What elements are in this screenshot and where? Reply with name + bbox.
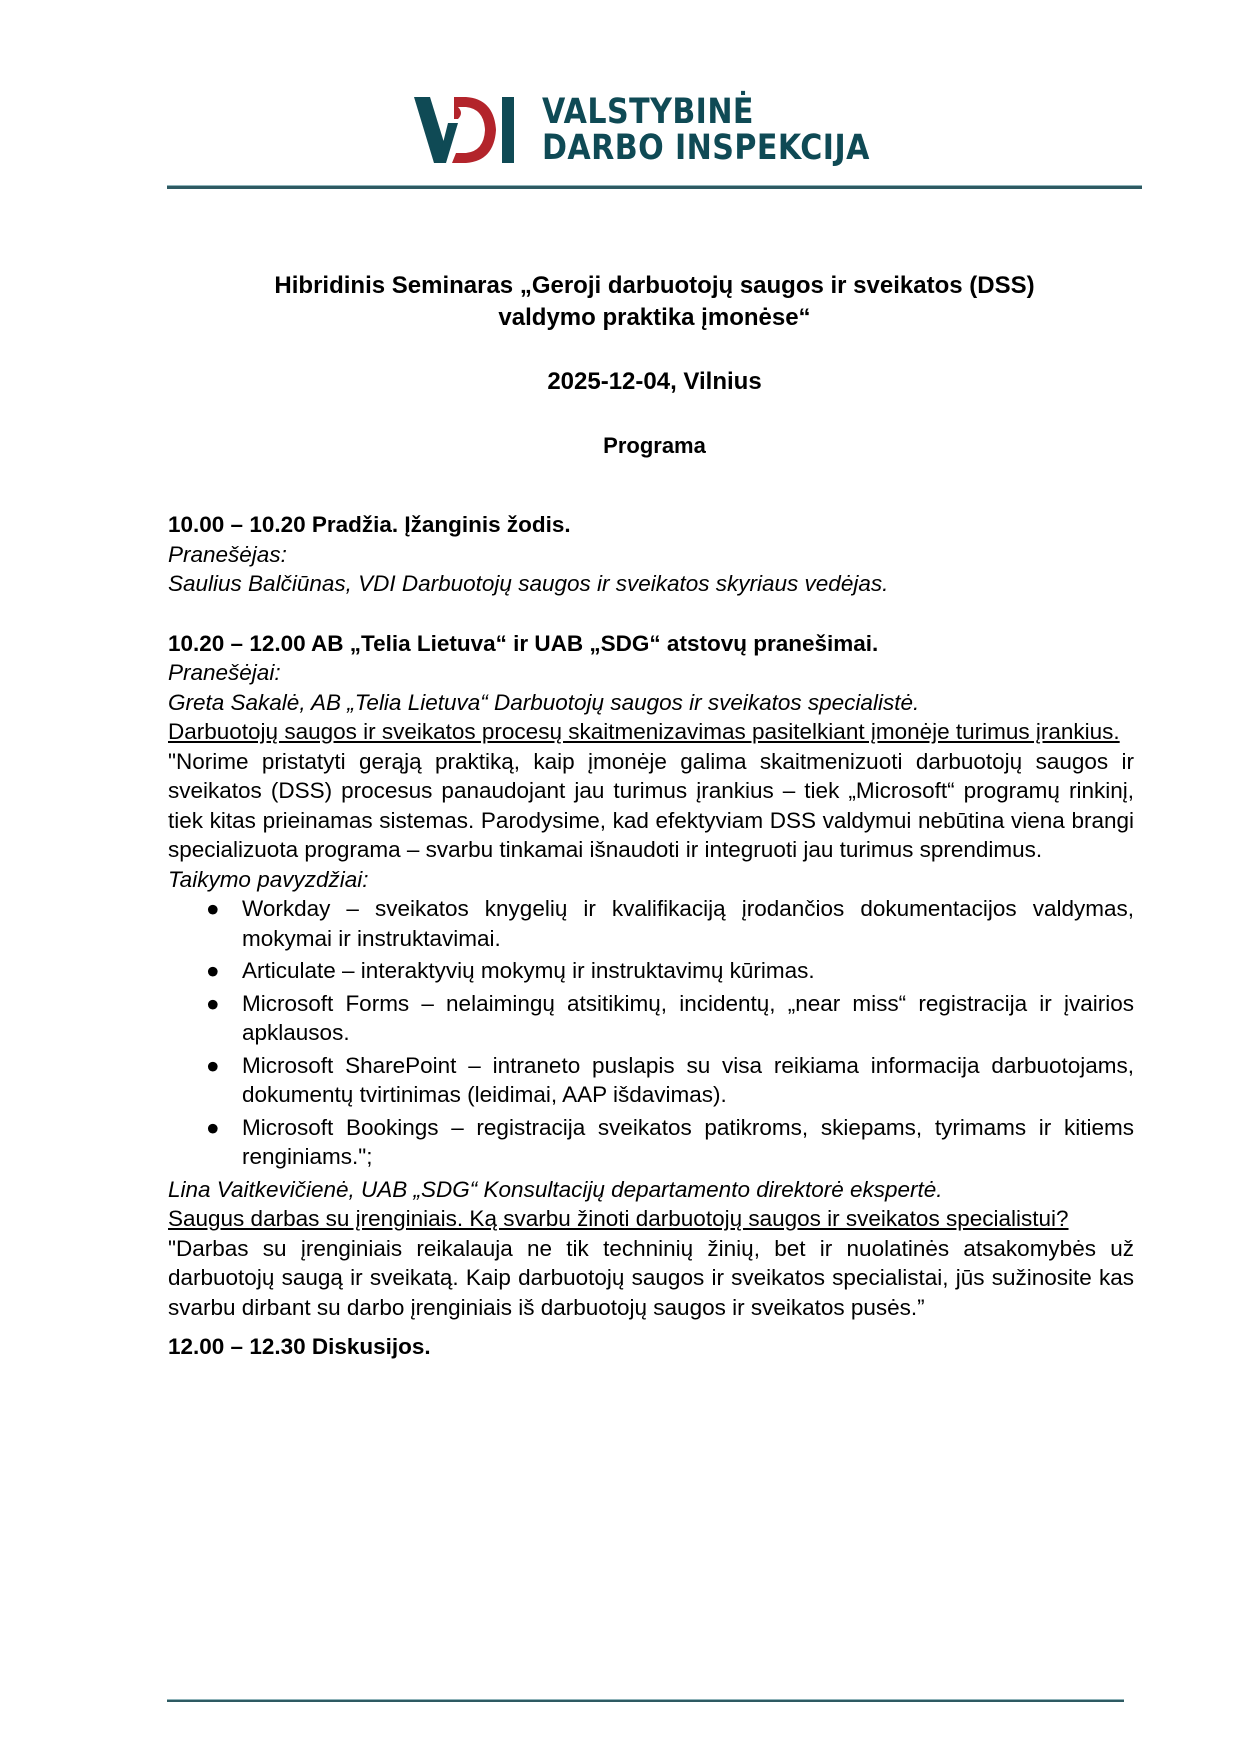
title-line-2: valdymo praktika įmonėse“ — [498, 304, 811, 331]
list-item: ● Workday – sveikatos knygelių ir kvalifikaciją įrodančios dokumentacijos valdymas, mokymai ir instruktavimai. — [206, 896, 1134, 951]
talk-2-topic: Saugus darbas su įrenginiais. Ką svarbu žinoti darbuotojų saugos ir sveikatos specialistui? — [168, 1206, 1069, 1231]
bullet-icon: ● — [206, 1114, 220, 1140]
talk-2-abstract: "Darbas su įrenginiais reikalauja ne tik techninių žinių, bet ir nuolatinės atsakomybės už darbuotojų saugą ir sveikatą. Kaip darbuotojų saugos ir sveikatos specialistai, jūs sužinosite kas svarbu dirbant su darbo įrenginiais iš darbuotojų saugos ir sveikatos pusės.” — [168, 1235, 1134, 1320]
talk-1-topic: Darbuotojų saugos ir sveikatos procesų skaitmenizavimas pasitelkiant įmonėje turimus įrankius. — [168, 719, 1120, 744]
session-1-speaker: Saulius Balčiūnas, VDI Darbuotojų saugos ir sveikatos skyriaus vedėjas. — [168, 571, 889, 596]
bullet-icon: ● — [206, 990, 220, 1016]
logo-wordmark — [542, 94, 870, 166]
program-heading: Programa — [603, 433, 706, 458]
program-body — [168, 510, 1134, 1362]
vdi-logo — [414, 92, 870, 168]
logo-line-2: DARBO INSPEKCIJA — [542, 128, 870, 168]
bullet-icon: ● — [206, 958, 220, 983]
list-item: ● Articulate – interaktyvių mokymų ir instruktavimų kūrimas. — [168, 956, 1134, 986]
talk-1-speaker: Greta Sakalė, AB „Telia Lietuva“ Darbuotojų saugos ir sveikatos specialistė. — [168, 689, 920, 715]
document-title — [167, 270, 1142, 334]
title-line-1: Hibridinis Seminaras „Geroji darbuotojų saugos ir sveikatos (DSS) — [274, 272, 1035, 299]
list-item: ● Microsoft Bookings – registracija sveikatos patikroms, skiepams, tyrimams ir kitiems renginiams."; — [206, 1114, 1134, 1169]
list-item: ● Microsoft SharePoint – intraneto puslapis su visa reikiama informacija darbuotojams, dokumentų tvirtinimas (leidimai, AAP išdavimas). — [206, 1052, 1134, 1107]
talk-1-examples-list — [168, 894, 1134, 1172]
talk-1-abstract: "Norime pristatyti gerąją praktiką, kaip įmonėje galima skaitmenizuoti darbuotojų saugos ir sveikatos (DSS) procesus panaudojant jau turimus įrankius – tiek „Microsoft“ programų rinkinį, tiek kitas prieinamas sistemas. Parodysime, kad efektyviam DSS valdymui nebūtina viena brangi specializuota programa – svarbu tinkamai išnaudoti ir integruoti jau turimus sprendimus. — [168, 748, 1134, 862]
logo-line-1: VALSTYBINĖ — [542, 92, 754, 132]
footer-divider — [167, 1699, 1124, 1702]
list-item: ● Microsoft Forms – nelaimingų atsitikimų, incidentų, „near miss“ registracija ir įvairios apklausos. — [206, 990, 1134, 1045]
vdi-logo-mark-icon — [414, 95, 518, 165]
header-divider — [167, 185, 1142, 189]
session-1-speaker-label: Pranešėjas: — [168, 541, 287, 567]
talk-2-speaker: Lina Vaitkevičienė, UAB „SDG“ Konsultacijų departamento direktorė ekspertė. — [168, 1176, 943, 1202]
session-2-speaker-label: Pranešėjai: — [168, 660, 281, 685]
bullet-icon: ● — [206, 896, 220, 921]
session-2-heading: 10.20 – 12.00 AB „Telia Lietuva“ ir UAB „SDG“ atstovų pranešimai. — [168, 630, 879, 656]
bullet-icon: ● — [206, 1052, 220, 1078]
event-date-place: 2025-12-04, Vilnius — [547, 368, 762, 395]
talk-1-examples-label: Taikymo pavyzdžiai: — [168, 866, 369, 892]
session-3-heading: 12.00 – 12.30 Diskusijos. — [168, 1334, 431, 1359]
session-1-heading: 10.00 – 10.20 Pradžia. Įžanginis žodis. — [168, 512, 571, 537]
